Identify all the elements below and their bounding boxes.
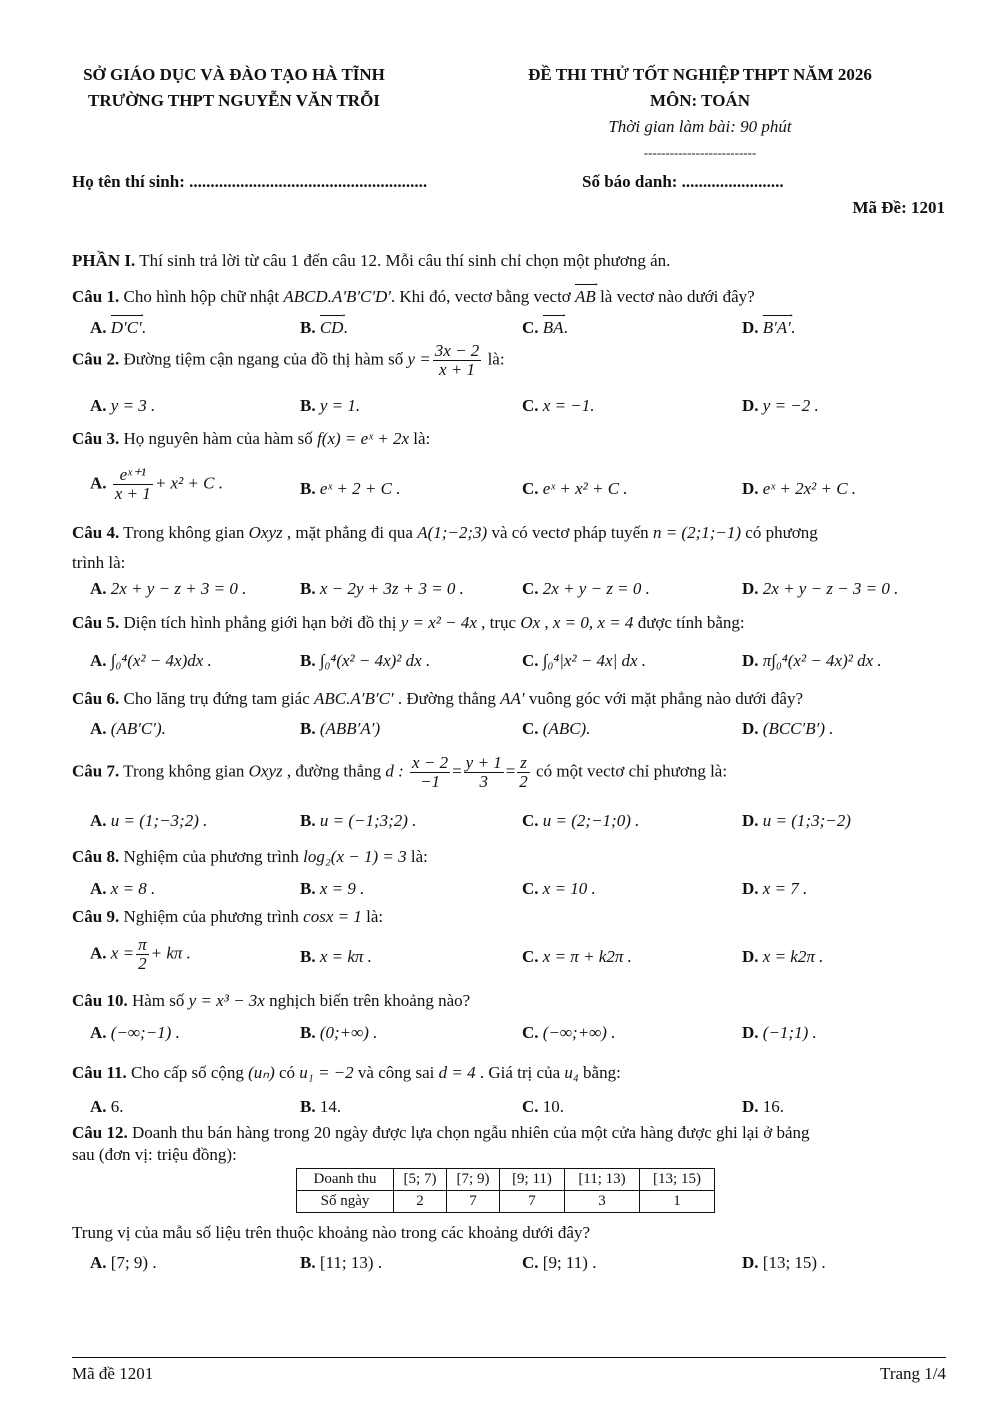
q7-d1: −1	[420, 772, 441, 791]
q11-option-c[interactable]	[522, 1096, 564, 1118]
letter-c: C.	[522, 1253, 539, 1272]
q3-option-b[interactable]	[300, 478, 400, 500]
q12-c-value: [9; 11) .	[542, 1253, 597, 1272]
letter-d: D.	[742, 579, 759, 598]
letter-c: C.	[522, 947, 539, 966]
q12-a-value: [7; 9) .	[110, 1253, 157, 1272]
table-cell: [7; 9)	[447, 1169, 500, 1191]
q2-label: Câu 2.	[72, 349, 120, 369]
q5-math-a: y = x² − 4x	[400, 613, 477, 632]
letter-a: A.	[90, 1097, 107, 1116]
q12-option-c[interactable]	[522, 1252, 596, 1274]
q10-label: Câu 10.	[72, 991, 128, 1010]
table-cell: 2	[394, 1191, 447, 1213]
letter-b: B.	[300, 579, 316, 598]
letter-a: A.	[90, 473, 107, 493]
q7-n2: y + 1	[465, 753, 502, 772]
q6-text: Cho lăng trụ đứng tam giác	[119, 689, 314, 708]
question-7: Câu 7. Trong không gian Oxyz , đường thẳng d : $\frac{x - 2}{-1}$ = $\frac{y + 1}{3}$ = $\frac{z}{2}$ có một vectơ chỉ phương là:	[72, 753, 728, 791]
q1-math: ABCD.A'B'C'D'	[283, 287, 391, 306]
q4-oxyz: Oxyz	[248, 523, 283, 542]
q9-a-fraction	[136, 936, 149, 973]
q2-option-b[interactable]	[300, 395, 360, 417]
question-10	[72, 990, 952, 1012]
q1-option-b[interactable]: B. CD →.	[300, 313, 348, 339]
q9-option-d[interactable]	[742, 946, 823, 968]
q4-option-a[interactable]	[90, 578, 246, 600]
q9-text-b: là:	[361, 907, 384, 926]
q11-text-b: có	[274, 1063, 300, 1082]
q12-question: Trung vị của mẫu số liệu trên thuộc khoảng nào trong các khoảng dưới đây?	[72, 1223, 591, 1242]
part1-text: Thí sinh trả lời từ câu 1 đến câu 12. Mỗi câu thí sinh chỉ chọn một phương án.	[135, 251, 671, 270]
q4-option-c[interactable]	[522, 578, 650, 600]
q1-option-a[interactable]: A. D'C' →.	[90, 313, 146, 339]
q8-text-b: là:	[406, 847, 428, 866]
letter-b: B.	[300, 879, 316, 898]
q5-label: Câu 5.	[72, 613, 120, 632]
footer-page-number: Trang 1/4	[880, 1364, 946, 1383]
q7-a-value: u = (1;−3;2) .	[110, 811, 208, 830]
q6-b-value: (ABB′A′)	[319, 719, 381, 738]
q7-text-b: , đường thẳng	[282, 761, 386, 781]
q10-option-b[interactable]	[300, 1022, 377, 1044]
letter-b: B.	[300, 719, 316, 738]
q5-option-b[interactable]	[300, 650, 430, 672]
question-8	[72, 846, 952, 868]
q8-a-value: x = 8 .	[110, 879, 156, 898]
q1-a-value: D'C' →	[111, 313, 142, 339]
q8-d-value: x = 7 .	[762, 879, 808, 898]
table-cell: Số ngày	[297, 1191, 394, 1213]
q9-option-a[interactable]	[90, 936, 191, 973]
header-left	[34, 62, 434, 114]
q9-a-den: 2	[138, 954, 147, 973]
question-6	[72, 688, 952, 710]
q1-b-value: CD →	[320, 313, 344, 339]
q5-option-c[interactable]	[522, 650, 646, 672]
q6-text-c: vuông góc với mặt phẳng nào dưới đây?	[524, 689, 803, 708]
department-name: SỞ GIÁO DỤC VÀ ĐÀO TẠO HÀ TĨNH	[83, 65, 385, 84]
letter-c: C.	[522, 318, 539, 337]
q11-text-c: và công sai	[353, 1063, 439, 1082]
q7-d3: 2	[519, 772, 528, 791]
q4-text-c: và có vectơ pháp tuyến	[487, 523, 653, 542]
q4-option-b[interactable]	[300, 578, 464, 600]
q8-option-b[interactable]	[300, 878, 364, 900]
letter-b: B.	[300, 1097, 316, 1116]
q4-label: Câu 4.	[72, 523, 120, 542]
q3-c-value: eˣ + x² + C .	[542, 479, 628, 498]
table-cell: 7	[447, 1191, 500, 1213]
q1-d-value: B'A' →	[763, 313, 791, 339]
q5-a-value: ∫₀⁴(x² − 4x)dx .	[110, 651, 212, 670]
letter-a: A.	[90, 943, 107, 963]
table-cell: Doanh thu	[297, 1169, 394, 1191]
letter-a: A.	[90, 1023, 107, 1042]
q9-text: Nghiệm của phương trình	[119, 907, 304, 926]
letter-c: C.	[522, 719, 539, 738]
q12-text: Doanh thu bán hàng trong 20 ngày được lựa chọn ngẫu nhiên của một cửa hàng được ghi lại ở bảng	[127, 1123, 810, 1142]
q10-d-value: (−1;1) .	[762, 1023, 817, 1042]
q10-option-a[interactable]	[90, 1022, 180, 1044]
letter-c: C.	[522, 479, 539, 498]
letter-d: D.	[742, 719, 759, 738]
q11-d: d = 4	[438, 1063, 476, 1082]
question-3	[72, 428, 952, 450]
letter-c: C.	[522, 879, 539, 898]
q2-d-value: y = −2 .	[762, 396, 819, 415]
question-4	[72, 522, 952, 544]
table-cell: [13; 15)	[640, 1169, 715, 1191]
letter-d: D.	[742, 1253, 759, 1272]
q1-c-value: BA →	[543, 313, 564, 339]
q7-d2: 3	[479, 772, 488, 791]
q7-b-value: u = (−1;3;2) .	[319, 811, 417, 830]
q8-option-d[interactable]	[742, 878, 807, 900]
q2-option-c[interactable]	[522, 395, 595, 417]
q9-a-rest: + kπ .	[150, 943, 191, 963]
q6-c-value: (ABC).	[542, 719, 591, 738]
letter-d: D.	[742, 1097, 759, 1116]
letter-d: D.	[742, 947, 759, 966]
q1-option-d[interactable]: D. B'A' →.	[742, 313, 795, 339]
q8-b-value: x = 9 .	[319, 879, 365, 898]
letter-a: A.	[90, 811, 107, 830]
exam-code: Mã Đề: 1201	[852, 198, 945, 217]
q12-label: Câu 12.	[72, 1123, 128, 1142]
q3-a-num: eˣ⁺¹	[113, 466, 153, 485]
q7-frac-3	[517, 754, 530, 791]
letter-b: B.	[300, 479, 316, 498]
q5-text-d: được tính bằng:	[633, 613, 745, 632]
question-1	[72, 282, 952, 308]
letter-d: D.	[742, 651, 759, 670]
q8-math: log₂(x − 1) = 3	[303, 847, 407, 866]
q3-math: f(x) = eˣ + 2x	[317, 429, 409, 448]
q10-option-d[interactable]	[742, 1022, 817, 1044]
letter-b: B.	[300, 651, 316, 670]
q10-a-value: (−∞;−1) .	[110, 1023, 180, 1042]
id-field: Số báo danh: ........................	[582, 172, 784, 191]
letter-b: B.	[300, 1023, 316, 1042]
letter-c: C.	[522, 579, 539, 598]
q4-c-value: 2x + y − z = 0 .	[542, 579, 650, 598]
q3-text-b: là:	[409, 429, 431, 448]
q11-u1: u₁ = −2	[299, 1063, 354, 1082]
question-9	[72, 906, 952, 928]
q5-text-b: , trục	[476, 613, 521, 632]
letter-d: D.	[742, 479, 759, 498]
letter-d: D.	[742, 811, 759, 830]
q3-option-c[interactable]	[522, 478, 628, 500]
letter-d: D.	[742, 318, 759, 337]
q3-text: Họ nguyên hàm của hàm số	[119, 429, 318, 448]
letter-d: D.	[742, 879, 759, 898]
q1-vector: AB →	[575, 282, 596, 308]
q11-d-value: 16.	[762, 1097, 785, 1116]
q2-fraction	[433, 342, 482, 379]
q10-c-value: (−∞;+∞) .	[542, 1023, 616, 1042]
letter-c: C.	[522, 1023, 539, 1042]
letter-a: A.	[90, 719, 107, 738]
q11-b-value: 14.	[319, 1097, 342, 1116]
footer-divider	[72, 1357, 946, 1358]
q7-text-c: có một vectơ chỉ phương là:	[531, 761, 728, 781]
part1-intro	[72, 250, 952, 272]
letter-a: A.	[90, 651, 107, 670]
q3-b-value: eˣ + 2 + C .	[319, 479, 401, 498]
q2-lhs: y =	[407, 349, 431, 369]
q7-option-d[interactable]	[742, 810, 851, 832]
letter-d: D.	[742, 396, 759, 415]
q7-c-value: u = (2;−1;0) .	[542, 811, 640, 830]
q3-option-a[interactable]	[90, 466, 223, 503]
q11-un: (uₙ)	[248, 1063, 275, 1082]
table-cell: 7	[500, 1191, 565, 1213]
q7-d-value: u = (1;3;−2)	[762, 811, 851, 830]
q7-option-a[interactable]	[90, 810, 207, 832]
q4-text-cont: trình là:	[72, 553, 126, 572]
q3-option-d[interactable]	[742, 478, 856, 500]
part1-title: PHẦN I.	[72, 251, 136, 270]
q7-frac-1	[410, 754, 450, 791]
q9-option-c[interactable]	[522, 946, 632, 968]
q2-b-value: y = 1.	[319, 396, 361, 415]
footer-exam-code: Mã đề 1201	[72, 1364, 154, 1383]
q1-option-c[interactable]: C. BA →.	[522, 313, 568, 339]
q9-label: Câu 9.	[72, 907, 120, 926]
q4-text-b: , mặt phẳng đi qua	[282, 523, 418, 542]
exam-title: ĐỀ THI THỬ TỐT NGHIỆP THPT NĂM 2026	[528, 65, 872, 84]
q11-text: Cho cấp số cộng	[126, 1063, 249, 1082]
q7-label: Câu 7.	[72, 761, 120, 781]
school-name: TRƯỜNG THPT NGUYỄN VĂN TRỖI	[88, 91, 380, 110]
q7-option-b[interactable]	[300, 810, 416, 832]
q7-option-c[interactable]	[522, 810, 639, 832]
q2-a-value: y = 3 .	[110, 396, 156, 415]
q7-text: Trong không gian	[119, 761, 249, 781]
q6-option-a[interactable]	[90, 718, 166, 740]
letter-a: A.	[90, 579, 107, 598]
q11-option-b[interactable]	[300, 1096, 341, 1118]
table-cell: 1	[640, 1191, 715, 1213]
q9-a-pre: x =	[110, 943, 135, 963]
letter-b: B.	[300, 396, 316, 415]
q11-a-value: 6.	[110, 1097, 124, 1116]
question-2	[72, 342, 952, 379]
q2-num: 3x − 2	[434, 341, 480, 360]
q5-c-value: ∫₀⁴|x² − 4x| dx .	[542, 651, 647, 670]
q12-text-cont: sau (đơn vị: triệu đồng):	[72, 1145, 237, 1164]
table-cell: [9; 11)	[500, 1169, 565, 1191]
q5-d-value: π∫₀⁴(x² − 4x)² dx .	[762, 651, 882, 670]
letter-a: A.	[90, 318, 107, 337]
q8-c-value: x = 10 .	[542, 879, 596, 898]
letter-c: C.	[522, 396, 539, 415]
q4-b-value: x − 2y + 3z + 3 = 0 .	[319, 579, 464, 598]
letter-b: B.	[300, 318, 316, 337]
q1-label: Câu 1.	[72, 287, 120, 306]
q11-c-value: 10.	[542, 1097, 565, 1116]
q12-option-b[interactable]	[300, 1252, 382, 1274]
header-right	[480, 62, 920, 162]
question-5	[72, 612, 952, 634]
q3-a-den: x + 1	[114, 484, 151, 503]
q3-label: Câu 3.	[72, 429, 120, 448]
letter-b: B.	[300, 811, 316, 830]
q6-option-d[interactable]	[742, 718, 834, 740]
question-12	[72, 1122, 952, 1144]
q3-a-fraction	[113, 466, 153, 503]
letter-b: B.	[300, 1253, 316, 1272]
q8-text: Nghiệm của phương trình	[119, 847, 304, 866]
subject: MÔN: TOÁN	[650, 91, 750, 110]
q6-text-b: . Đường thẳng	[393, 689, 501, 708]
q11-label: Câu 11.	[72, 1063, 127, 1082]
q11-u4: u₄	[564, 1063, 579, 1082]
q12-option-d[interactable]	[742, 1252, 826, 1274]
q7-n1: x − 2	[412, 753, 449, 772]
q10-text: Hàm số	[127, 991, 189, 1010]
q9-math: cosx = 1	[303, 907, 362, 926]
q3-a-rest: + x² + C .	[154, 473, 223, 493]
q5-math-b: x = 0, x = 4	[552, 613, 634, 632]
table-cell: [11; 13)	[565, 1169, 640, 1191]
q4-option-d[interactable]	[742, 578, 898, 600]
q2-option-a[interactable]	[90, 395, 155, 417]
q5-text-c: ,	[540, 613, 553, 632]
letter-a: A.	[90, 396, 107, 415]
q6-d-value: (BCC′B′) .	[762, 719, 834, 738]
q7-d: d :	[385, 761, 404, 781]
q8-label: Câu 8.	[72, 847, 120, 866]
q1-text-c: là vectơ nào dưới đây?	[595, 287, 755, 306]
q5-option-d[interactable]	[742, 650, 882, 672]
q2-option-d[interactable]	[742, 395, 819, 417]
revenue-table	[296, 1168, 715, 1213]
table-row	[297, 1191, 715, 1213]
q6-option-b[interactable]	[300, 718, 380, 740]
q4-point: A(1;−2;3)	[417, 523, 488, 542]
letter-b: B.	[300, 947, 316, 966]
q2-text: Đường tiệm cận ngang của đồ thị hàm số	[119, 349, 408, 369]
q8-option-c[interactable]	[522, 878, 596, 900]
letter-a: A.	[90, 879, 107, 898]
q9-d-value: x = k2π .	[762, 947, 824, 966]
q2-c-value: x = −1.	[542, 396, 595, 415]
q4-text-d: có phương	[741, 523, 818, 542]
q5-b-value: ∫₀⁴(x² − 4x)² dx .	[319, 651, 431, 670]
table-cell: [5; 7)	[394, 1169, 447, 1191]
q3-d-value: eˣ + 2x² + C .	[762, 479, 857, 498]
q6-option-c[interactable]	[522, 718, 590, 740]
q4-a-value: 2x + y − z + 3 = 0 .	[110, 579, 247, 598]
q4-text: Trong không gian	[119, 523, 249, 542]
q5-option-a[interactable]	[90, 650, 212, 672]
q10-math: y = x³ − 3x	[188, 991, 265, 1010]
q7-frac-2	[464, 754, 504, 791]
q6-label: Câu 6.	[72, 689, 120, 708]
q12-option-a[interactable]	[90, 1252, 157, 1274]
q12-b-value: [11; 13) .	[319, 1253, 383, 1272]
q9-c-value: x = π + k2π .	[542, 947, 632, 966]
q11-text-d: . Giá trị của	[475, 1063, 565, 1082]
q4-d-value: 2x + y − z − 3 = 0 .	[762, 579, 899, 598]
q10-text-b: nghịch biến trên khoảng nào?	[264, 991, 471, 1010]
q8-option-a[interactable]	[90, 878, 155, 900]
letter-a: A.	[90, 1253, 107, 1272]
q11-option-d[interactable]	[742, 1096, 784, 1118]
table-cell: 3	[565, 1191, 640, 1213]
letter-d: D.	[742, 1023, 759, 1042]
q9-b-value: x = kπ .	[319, 947, 372, 966]
table-row	[297, 1169, 715, 1191]
q9-option-b[interactable]	[300, 946, 372, 968]
q10-b-value: (0;+∞) .	[319, 1023, 378, 1042]
q12-d-value: [13; 15) .	[762, 1253, 826, 1272]
q2-text-b: là:	[483, 349, 505, 369]
q4-normal: n = (2;1;−1)	[652, 523, 742, 542]
q2-den: x + 1	[439, 360, 476, 379]
q10-option-c[interactable]	[522, 1022, 615, 1044]
name-field: Họ tên thí sinh: ........................................................	[72, 172, 428, 191]
question-11	[72, 1062, 952, 1084]
q9-a-num: π	[138, 935, 147, 954]
q6-a-value: (AB′C′).	[110, 719, 166, 738]
q11-option-a[interactable]	[90, 1096, 124, 1118]
divider-dash: --------------------------	[643, 145, 757, 160]
exam-time: Thời gian làm bài: 90 phút	[608, 117, 792, 136]
q7-n3: z	[517, 754, 530, 773]
q1-text: Cho hình hộp chữ nhật	[119, 287, 284, 306]
letter-c: C.	[522, 811, 539, 830]
letter-c: C.	[522, 1097, 539, 1116]
q7-oxyz: Oxyz	[248, 761, 283, 781]
q1-text-b: . Khi đó, vectơ bằng vectơ	[390, 287, 576, 306]
letter-c: C.	[522, 651, 539, 670]
q6-math-b: AA′	[500, 689, 525, 708]
q5-ox: Ox	[520, 613, 541, 632]
q5-text: Diện tích hình phẳng giới hạn bởi đồ thị	[119, 613, 401, 632]
q6-math-a: ABC.A′B′C′	[314, 689, 394, 708]
q11-text-e: bằng:	[578, 1063, 621, 1082]
